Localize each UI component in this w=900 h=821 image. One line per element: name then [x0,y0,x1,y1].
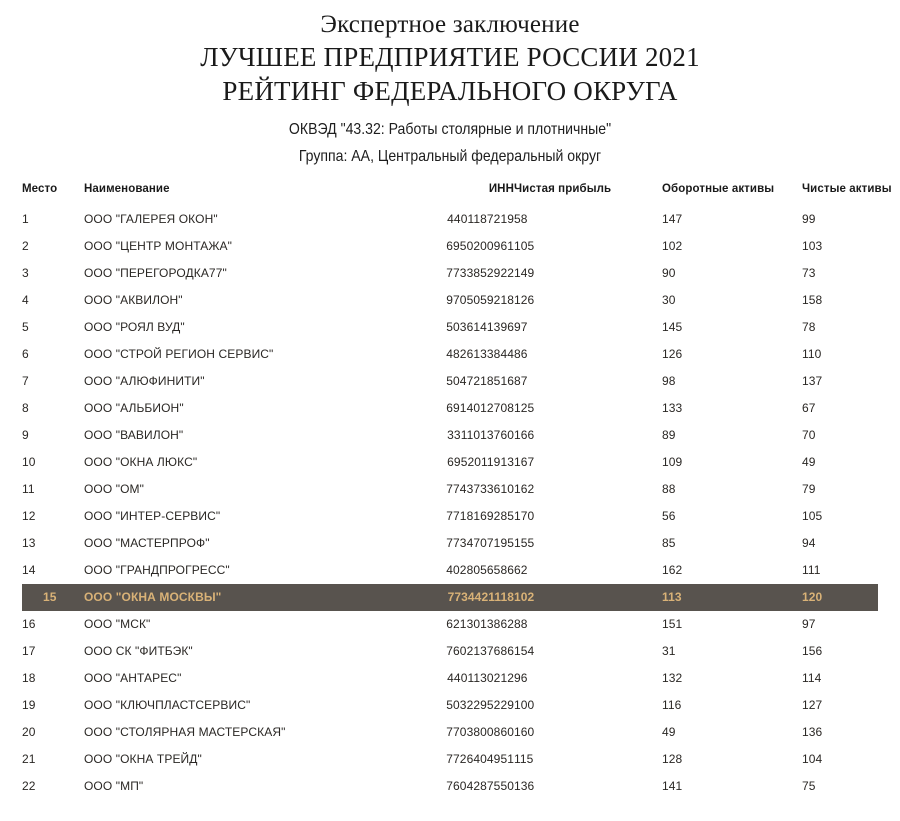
cell-inn: 7718169285 [446,509,514,523]
cell-current-assets: 126 [662,347,683,361]
cell-net-assets: 94 [802,536,816,550]
cell-net-assets: 110 [802,347,822,361]
table-row[interactable] [22,773,878,800]
rating-table [22,183,892,800]
cell-inn: 5032295229 [446,698,514,712]
cell-place: 5 [22,320,29,334]
cell-net-assets: 104 [802,752,823,766]
table-row[interactable] [22,314,878,341]
cell-place: 7 [22,374,29,388]
cell-inn: 4401130212 [447,671,514,685]
cell-place: 11 [22,482,35,496]
cell-company-name: ООО "ГАЛЕРЕЯ ОКОН" [84,212,218,226]
cell-net-assets: 49 [802,455,816,469]
cell-current-assets: 116 [662,698,682,712]
cell-inn: 7602137686 [446,644,514,658]
cell-net-assets: 127 [802,698,823,712]
cell-company-name: ООО "ОКНА МОСКВЫ" [84,584,414,611]
table-row[interactable] [22,395,878,422]
cell-company-name: ООО "АНТАРЕС" [84,671,182,685]
table-row[interactable] [22,611,878,638]
cell-current-assets: 90 [662,266,676,280]
cell-inn: 4028056586 [446,563,514,577]
cell-net-profit: 162 [514,482,535,496]
cell-inn: 7734421118 [414,584,514,611]
cell-current-assets: 49 [662,725,676,739]
cell-current-assets: 132 [662,671,683,685]
table-row[interactable] [22,449,878,476]
cell-net-profit: 96 [514,671,528,685]
cell-company-name: ООО "АЛЬБИОН" [84,401,184,415]
table-header-row [22,183,878,206]
cell-place: 21 [22,752,36,766]
cell-inn: 7726404951 [446,752,514,766]
table-row[interactable] [22,692,878,719]
rating-table-container [0,183,900,800]
table-row[interactable] [22,503,878,530]
cell-net-profit: 160 [514,725,535,739]
cell-current-assets: 145 [662,320,683,334]
cell-net-profit: 115 [514,752,534,766]
cell-inn: 5036141396 [446,320,514,334]
cell-net-profit: 88 [514,617,528,631]
column-header-net-assets: Чистые активы [802,183,892,195]
cell-net-profit: 149 [514,266,535,280]
cell-net-profit: 125 [514,401,535,415]
cell-place: 13 [22,536,36,550]
cell-place: 6 [22,347,29,361]
table-row[interactable] [22,287,878,314]
cell-net-profit: 100 [514,698,535,712]
cell-current-assets: 128 [662,752,683,766]
cell-current-assets: 31 [662,644,676,658]
cell-place: 9 [22,428,29,442]
cell-net-assets: 137 [802,374,823,388]
rating-table-body [22,206,878,800]
cell-current-assets: 162 [662,563,683,577]
cell-net-assets: 156 [802,644,823,658]
cell-net-assets: 73 [802,266,816,280]
table-row[interactable] [22,260,878,287]
column-header-inn: ИНН [488,183,514,195]
cell-current-assets: 89 [662,428,676,442]
table-row[interactable] [22,476,878,503]
cell-place: 14 [22,563,36,577]
cell-place: 3 [22,266,29,280]
cell-inn: 4826133844 [446,347,514,361]
cell-net-profit: 58 [514,212,528,226]
cell-company-name: ООО "ВАВИЛОН" [84,428,184,442]
cell-current-assets: 133 [662,401,683,415]
cell-net-profit: 62 [514,563,528,577]
cell-current-assets: 85 [662,536,676,550]
cell-inn: 6213013862 [446,617,514,631]
cell-inn: 6950200961 [446,239,514,253]
cell-net-profit: 170 [514,509,535,523]
cell-inn: 7743733610 [446,482,514,496]
cell-net-profit: 136 [514,779,535,793]
cell-net-assets: 111 [802,563,821,577]
cell-place: 1 [22,212,29,226]
table-row[interactable] [22,206,878,233]
cell-company-name: ООО "СТОЛЯРНАЯ МАСТЕРСКАЯ" [84,725,286,739]
column-header-net-profit: Чистая прибыль [514,183,612,195]
cell-net-assets: 158 [802,293,823,307]
table-row[interactable] [22,233,878,260]
cell-net-profit: 155 [514,536,535,550]
table-row[interactable] [22,557,878,584]
cell-place: 4 [22,293,29,307]
cell-inn: 7703800860 [446,725,514,739]
table-row[interactable] [22,368,878,395]
cell-net-assets: 67 [802,401,816,415]
cell-inn: 6952011913 [447,455,514,469]
cell-place: 19 [22,698,36,712]
cell-current-assets: 102 [662,239,683,253]
table-row[interactable] [22,584,878,611]
cell-inn: 4401187219 [447,212,514,226]
cell-current-assets: 98 [662,374,676,388]
cell-company-name: ООО "ОМ" [84,482,144,496]
cell-inn: 9705059218 [446,293,514,307]
document-kicker: Экспертное заключение [320,11,580,38]
document-header [0,0,900,170]
cell-net-assets: 120 [802,584,878,611]
table-row[interactable] [22,530,878,557]
table-row[interactable] [22,638,878,665]
okved-label: ОКВЭД "43.32: Работы столярные и плотничные" [288,121,612,138]
cell-net-assets: 79 [802,482,816,496]
cell-net-profit: 87 [514,374,528,388]
group-label: Группа: АА, Центральный федеральный округ [298,148,602,165]
cell-company-name: ООО "КЛЮЧПЛАСТСЕРВИС" [84,698,251,712]
cell-current-assets: 30 [662,293,676,307]
cell-net-profit: 167 [514,455,535,469]
cell-net-assets: 78 [802,320,816,334]
cell-company-name: ООО "АКВИЛОН" [84,293,183,307]
column-header-name: Наименование [84,183,170,195]
cell-net-assets: 103 [802,239,823,253]
cell-company-name: ООО СК "ФИТБЭК" [84,644,193,658]
cell-net-profit: 126 [514,293,535,307]
cell-net-assets: 99 [802,212,816,226]
table-row[interactable] [22,422,878,449]
cell-place: 12 [22,509,36,523]
cell-net-profit: 166 [514,428,535,442]
cell-place: 20 [22,725,36,739]
cell-current-assets: 88 [662,482,676,496]
cell-company-name: ООО "ОКНА ТРЕЙД" [84,752,202,766]
cell-net-profit: 102 [514,584,662,611]
cell-net-profit: 105 [514,239,535,253]
cell-place: 16 [22,617,36,631]
document-subtitle-heading: РЕЙТИНГ ФЕДЕРАЛЬНОГО ОКРУГА [222,76,678,106]
cell-company-name: ООО "ЦЕНТР МОНТАЖА" [84,239,232,253]
cell-place: 17 [22,644,36,658]
cell-company-name: ООО "МАСТЕРПРОФ" [84,536,210,550]
cell-net-assets: 136 [802,725,823,739]
cell-net-assets: 75 [802,779,816,793]
cell-net-assets: 97 [802,617,816,631]
cell-company-name: ООО "МСК" [84,617,151,631]
table-row[interactable] [22,341,878,368]
cell-company-name: ООО "СТРОЙ РЕГИОН СЕРВИС" [84,347,274,361]
cell-company-name: ООО "ИНТЕР-СЕРВИС" [84,509,221,523]
cell-company-name: ООО "МП" [84,779,144,793]
cell-current-assets: 141 [662,779,683,793]
cell-company-name: ООО "ОКНА ЛЮКС" [84,455,198,469]
cell-net-profit: 97 [514,320,528,334]
column-header-place: Место [22,183,58,195]
column-header-current-assets: Оборотные активы [662,183,775,195]
cell-inn: 7733852922 [446,266,514,280]
cell-inn: 7734707195 [446,536,514,550]
cell-place: 8 [22,401,29,415]
cell-inn: 7604287550 [446,779,514,793]
cell-current-assets: 113 [662,584,802,611]
cell-place: 18 [22,671,36,685]
cell-place: 15 [22,584,84,611]
cell-inn: 6914012708 [446,401,514,415]
cell-net-profit: 154 [514,644,535,658]
cell-current-assets: 109 [662,455,683,469]
cell-net-assets: 70 [802,428,816,442]
document-title: ЛУЧШЕЕ ПРЕДПРИЯТИЕ РОССИИ 2021 [200,42,700,72]
cell-company-name: ООО "ГРАНДПРОГРЕСС" [84,563,230,577]
cell-inn: 5047218516 [446,374,514,388]
cell-current-assets: 147 [662,212,683,226]
rating-table-header [22,183,892,206]
cell-place: 22 [22,779,36,793]
cell-company-name: ООО "АЛЮФИНИТИ" [84,374,205,388]
cell-place: 10 [22,455,36,469]
table-row[interactable] [22,746,878,773]
cell-net-assets: 114 [802,671,822,685]
cell-place: 2 [22,239,29,253]
table-row[interactable] [22,665,878,692]
cell-company-name: ООО "ПЕРЕГОРОДКА77" [84,266,227,280]
cell-company-name: ООО "РОЯЛ ВУД" [84,320,185,334]
table-row[interactable] [22,719,878,746]
cell-inn: 3311013760 [447,428,514,442]
cell-current-assets: 56 [662,509,676,523]
cell-net-assets: 105 [802,509,823,523]
cell-net-profit: 86 [514,347,528,361]
cell-current-assets: 151 [662,617,683,631]
